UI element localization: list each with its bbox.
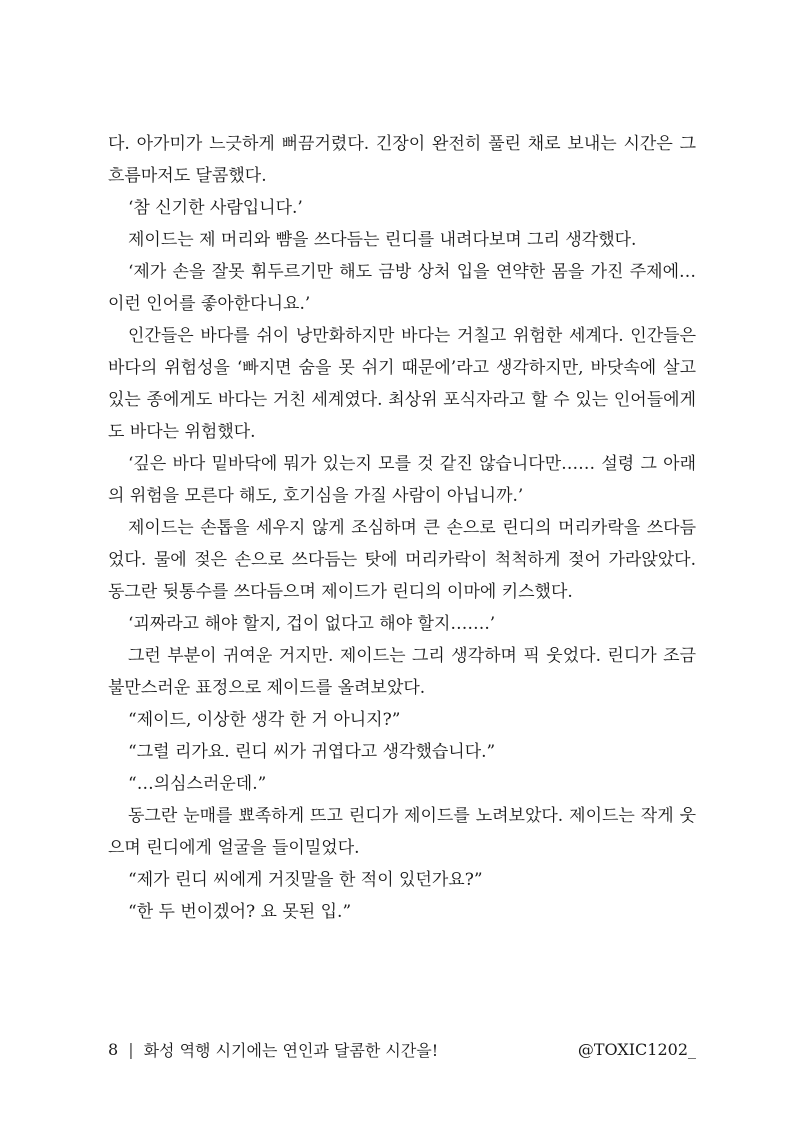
author-handle: @TOXIC1202_ [577, 1039, 696, 1059]
page-number: 8 [108, 1039, 119, 1059]
paragraph: “제가 린디 씨에게 거짓말을 한 적이 있던가요?” [128, 870, 483, 890]
paragraph: ‘깊은 바다 밑바닥에 뭐가 있는지 모를 것 같진 않습니다만…… 설령 그 아래의 위험을 모른다 해도, 호기심을 가질 사람이 아닙니까.’ [108, 454, 696, 506]
book-title: 화성 역행 시기에는 연인과 달콤한 시간을! [143, 1040, 439, 1060]
footer-separator: | [128, 1039, 134, 1059]
page-footer [108, 1037, 696, 1061]
paragraph: ‘제가 손을 잘못 휘두르기만 해도 금방 상처 입을 연약한 몸을 가진 주제에… 이런 인어를 좋아한다니요.’ [108, 262, 696, 314]
paragraph: 그런 부분이 귀여운 거지만. 제이드는 그리 생각하며 픽 웃었다. 린디가 조금 불만스러운 표정으로 제이드를 올려보았다. [108, 646, 696, 698]
paragraph: ‘괴짜라고 해야 할지, 겁이 없다고 해야 할지…….’ [128, 614, 496, 634]
paragraph: ‘참 신기한 사람입니다.’ [128, 198, 303, 218]
paragraph: 다. 아가미가 느긋하게 뻐끔거렸다. 긴장이 완전히 풀린 채로 보내는 시간은 그 흐름마저도 달콤했다. [108, 134, 696, 186]
paragraph: 제이드는 손톱을 세우지 않게 조심하며 큰 손으로 린디의 머리카락을 쓰다듬었다. 물에 젖은 손으로 쓰다듬는 탓에 머리카락이 척척하게 젖어 가라앉았다. 동그란 뒷통수를 쓰다듬으며 제이드가 린디의 이마에 키스했다. [108, 518, 696, 602]
paragraph: “…의심스러운데.” [128, 774, 267, 794]
paragraph: “한 두 번이겠어? 요 못된 입.” [128, 902, 352, 922]
body-text [108, 128, 696, 928]
footer-left [108, 1038, 438, 1061]
paragraph: 동그란 눈매를 뾰족하게 뜨고 린디가 제이드를 노려보았다. 제이드는 작게 웃으며 린디에게 얼굴을 들이밀었다. [108, 806, 696, 858]
paragraph: 제이드는 제 머리와 뺨을 쓰다듬는 린디를 내려다보며 그리 생각했다. [128, 230, 637, 250]
paragraph: “그럴 리가요. 린디 씨가 귀엽다고 생각했습니다.” [128, 742, 496, 762]
paragraph: “제이드, 이상한 생각 한 거 아니지?” [128, 710, 401, 730]
paragraph: 인간들은 바다를 쉬이 낭만화하지만 바다는 거칠고 위험한 세계다. 인간들은 바다의 위험성을 ‘빠지면 숨을 못 쉬기 때문에’라고 생각하지만, 바닷속에 살고 있는 종에게도 바다는 거친 세계였다. 최상위 포식자라고 할 수 있는 인어들에게도 바다는 위험했다. [108, 326, 696, 442]
